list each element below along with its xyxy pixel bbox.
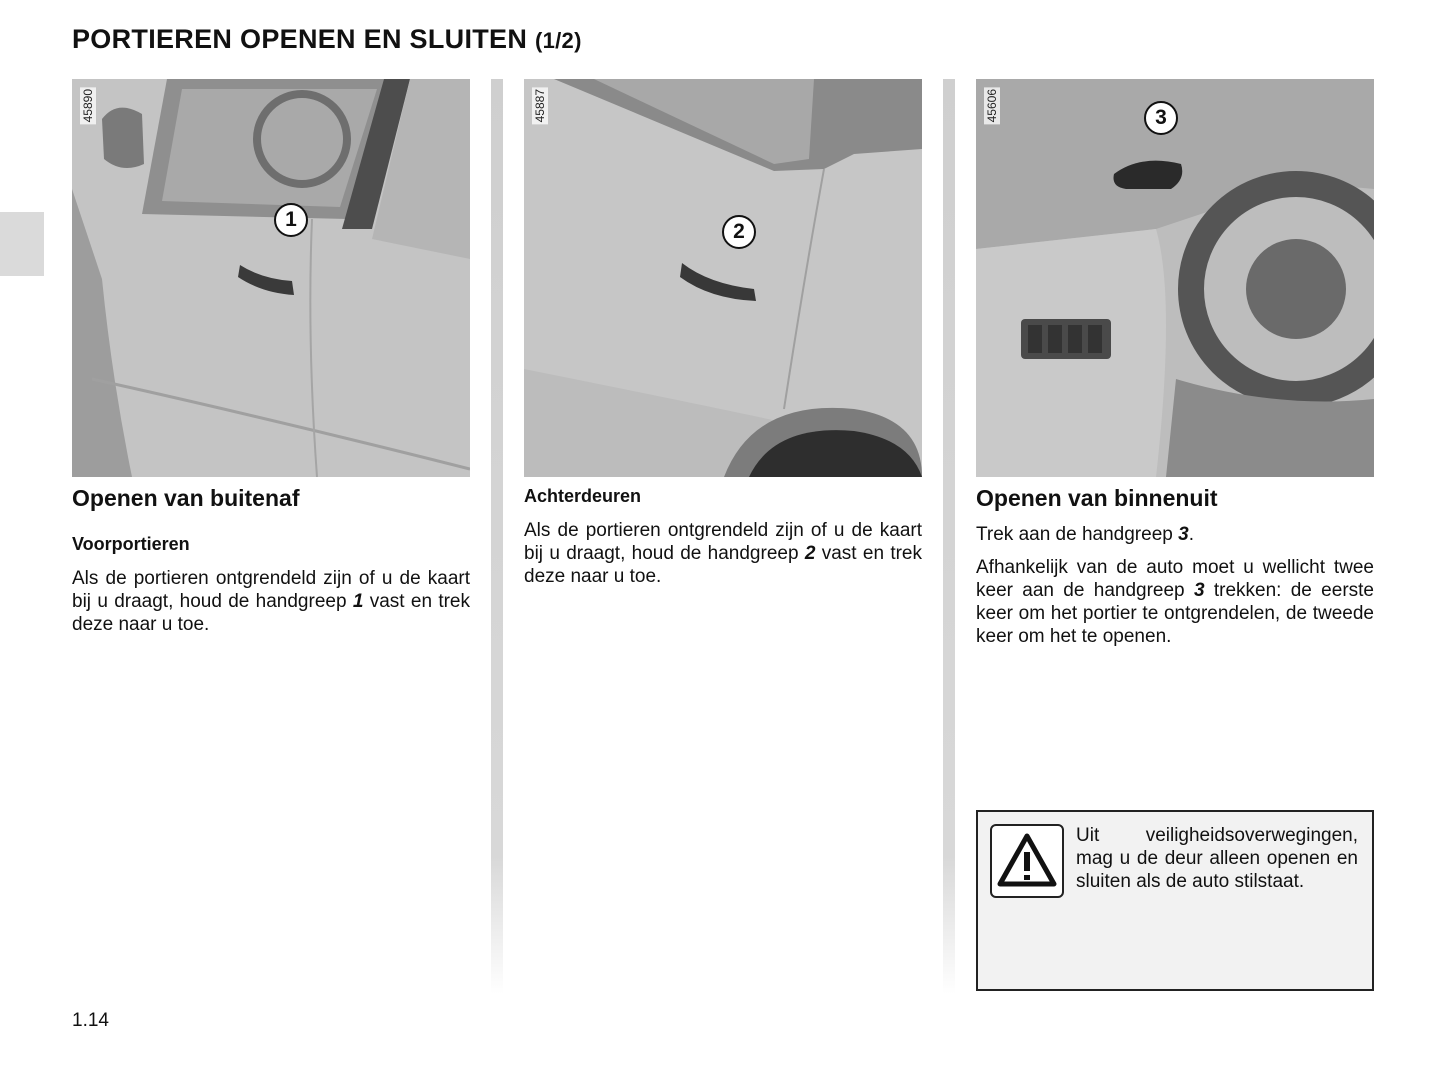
- figure-number: 45606: [985, 89, 999, 123]
- paragraph-pull-twice: Afhankelijk van de auto moet u wellicht twee keer aan de handgreep 3 trekken: de eerste keer om het portier te ontgrendelen, de tweede keer om het te openen.: [976, 557, 1374, 647]
- page-number: 1.14: [72, 1010, 109, 1031]
- paragraph-pull-handle: Trek aan de handgreep 3.: [976, 524, 1194, 545]
- warning-text: Uit veiligheidsoverwegingen, mag u de deur alleen openen en sluiten als de auto stilstaat.: [1076, 825, 1358, 892]
- handle-ref-2: 2: [804, 543, 816, 564]
- handle-ref-1: 1: [352, 591, 364, 612]
- figure-number: 45887: [533, 89, 547, 123]
- handle-ref-3: 3: [1193, 580, 1205, 601]
- figure-number: 45890: [81, 89, 95, 123]
- heading-opening-outside: Openen van buitenaf: [72, 485, 300, 511]
- column-divider: [491, 79, 503, 994]
- handle-ref-3: 3: [1178, 524, 1189, 545]
- subheading-rear-doors: Achterdeuren: [524, 486, 642, 506]
- figure-front-door-exterior: [72, 79, 470, 477]
- warning-triangle-icon: [990, 824, 1064, 898]
- column-divider: [943, 79, 955, 994]
- subheading-front-doors: Voorportieren: [72, 534, 190, 554]
- paragraph-rear-doors: Als de portieren ontgrendeld zijn of u de kaart bij u draagt, houd de handgreep 2 vast en trek deze naar u toe.: [524, 520, 922, 587]
- warning-box: [976, 810, 1374, 991]
- callout-2: 2: [722, 215, 756, 249]
- heading-opening-inside: Openen van binnenuit: [976, 485, 1218, 511]
- section-tab: [0, 212, 44, 276]
- callout-1: 1: [274, 203, 308, 237]
- page-title: PORTIEREN OPENEN EN SLUITEN (1/2): [72, 24, 582, 54]
- callout-3: 3: [1144, 101, 1178, 135]
- page-title-part: (1/2): [534, 28, 582, 53]
- figure-rear-door-exterior: [524, 79, 922, 477]
- paragraph-front-doors: Als de portieren ontgrendeld zijn of u de kaart bij u draagt, houd de handgreep 1 vast en trek deze naar u toe.: [72, 568, 470, 635]
- figure-interior-door-handle: [976, 79, 1374, 477]
